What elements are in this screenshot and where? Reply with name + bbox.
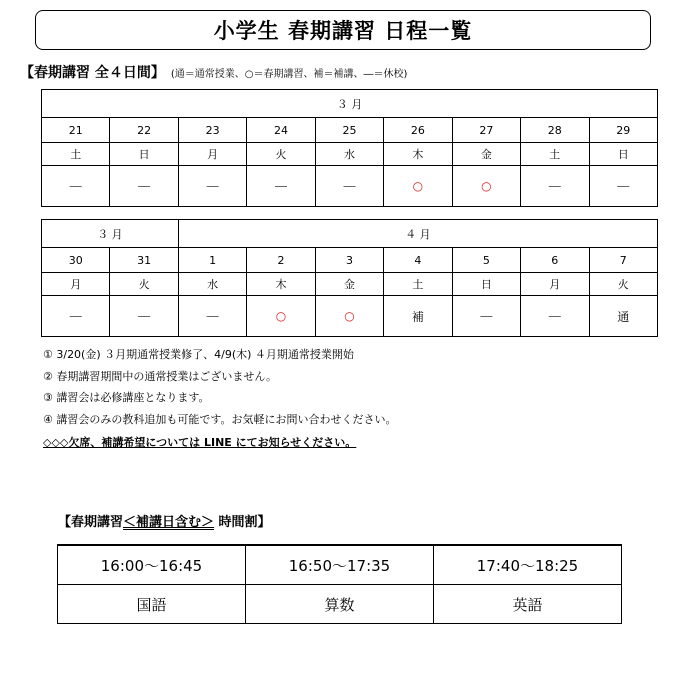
- day-of-week: 水: [178, 273, 246, 296]
- day-status: ―: [247, 166, 315, 207]
- period-time: 16:00～16:45: [58, 545, 246, 585]
- day-of-week: 土: [384, 273, 452, 296]
- day-of-week: 月: [42, 273, 110, 296]
- day-date: 23: [178, 118, 246, 143]
- day-date: 26: [384, 118, 452, 143]
- day-status: ―: [521, 296, 589, 337]
- day-status: 補: [384, 296, 452, 337]
- month-header-march: ３ 月: [42, 220, 179, 248]
- note-item: ④ 講習会のみの教科追加も可能です。お気軽にお問い合わせください。: [43, 412, 397, 426]
- day-of-week: 火: [110, 273, 178, 296]
- timetable-heading: [58, 511, 271, 530]
- day-of-week: 土: [521, 143, 589, 166]
- timetable: [57, 544, 622, 624]
- period-subject: 算数: [246, 585, 434, 624]
- day-date: 5: [452, 248, 520, 273]
- day-status: ○: [247, 296, 315, 337]
- day-status: ―: [178, 166, 246, 207]
- day-status: ―: [521, 166, 589, 207]
- day-of-week: 火: [247, 143, 315, 166]
- day-of-week: 金: [315, 273, 383, 296]
- day-status: ―: [178, 296, 246, 337]
- day-status: 通: [589, 296, 658, 337]
- day-date: 25: [315, 118, 383, 143]
- calendar-march: [41, 89, 658, 207]
- day-date: 27: [452, 118, 520, 143]
- day-date: 2: [247, 248, 315, 273]
- day-of-week: 日: [110, 143, 178, 166]
- day-date: 6: [521, 248, 589, 273]
- period-subject: 英語: [434, 585, 622, 624]
- day-status: ―: [42, 166, 110, 207]
- day-date: 29: [589, 118, 658, 143]
- month-header-april: ４ 月: [178, 220, 657, 248]
- day-status: ―: [452, 296, 520, 337]
- day-date: 28: [521, 118, 589, 143]
- day-date: 24: [247, 118, 315, 143]
- page-title: 小学生 春期講習 日程一覧: [35, 10, 651, 50]
- day-date: 7: [589, 248, 658, 273]
- day-date: 3: [315, 248, 383, 273]
- day-of-week: 日: [452, 273, 520, 296]
- day-status: ―: [315, 166, 383, 207]
- day-status: ―: [589, 166, 658, 207]
- timetable-heading-underlined: ＜補講日含む＞: [123, 515, 215, 530]
- day-date: 22: [110, 118, 178, 143]
- day-date: 1: [178, 248, 246, 273]
- day-status: ―: [42, 296, 110, 337]
- day-of-week: 木: [384, 143, 452, 166]
- day-status: ―: [110, 166, 178, 207]
- legend-text: (通＝通常授業、○＝春期講習、補＝補講、―＝休校): [170, 69, 408, 80]
- day-date: 21: [42, 118, 110, 143]
- day-of-week: 日: [589, 143, 658, 166]
- note-item: ③ 講習会は必修講座となります。: [43, 391, 210, 404]
- day-of-week: 月: [521, 273, 589, 296]
- day-status: ○: [315, 296, 383, 337]
- subhead-label: 【春期講習 全４日間】: [20, 65, 165, 81]
- day-status: ―: [110, 296, 178, 337]
- note-item: ② 春期講習期間中の通常授業はございません。: [43, 369, 278, 383]
- day-of-week: 木: [247, 273, 315, 296]
- month-header: ３ 月: [42, 90, 658, 118]
- period-subject: 国語: [58, 585, 246, 624]
- day-date: 31: [110, 248, 178, 273]
- line-notice: ◇◇◇欠席、補講希望については LINE にてお知らせください。: [43, 436, 357, 449]
- day-of-week: 水: [315, 143, 383, 166]
- day-status: ○: [452, 166, 520, 207]
- timetable-heading-post: 時間割】: [214, 515, 271, 530]
- period-time: 17:40～18:25: [434, 545, 622, 585]
- schedule-subhead: [20, 62, 407, 82]
- calendar-march-april: [41, 219, 658, 337]
- timetable-heading-pre: 【春期講習: [58, 515, 124, 530]
- day-of-week: 金: [452, 143, 520, 166]
- note-item: ① 3/20(金) ３月期通常授業修了、4/9(木) ４月期通常授業開始: [43, 348, 354, 361]
- day-of-week: 月: [178, 143, 246, 166]
- period-time: 16:50～17:35: [246, 545, 434, 585]
- day-date: 4: [384, 248, 452, 273]
- notes-list: [43, 344, 396, 430]
- day-date: 30: [42, 248, 110, 273]
- day-of-week: 土: [42, 143, 110, 166]
- day-of-week: 火: [589, 273, 658, 296]
- day-status: ○: [384, 166, 452, 207]
